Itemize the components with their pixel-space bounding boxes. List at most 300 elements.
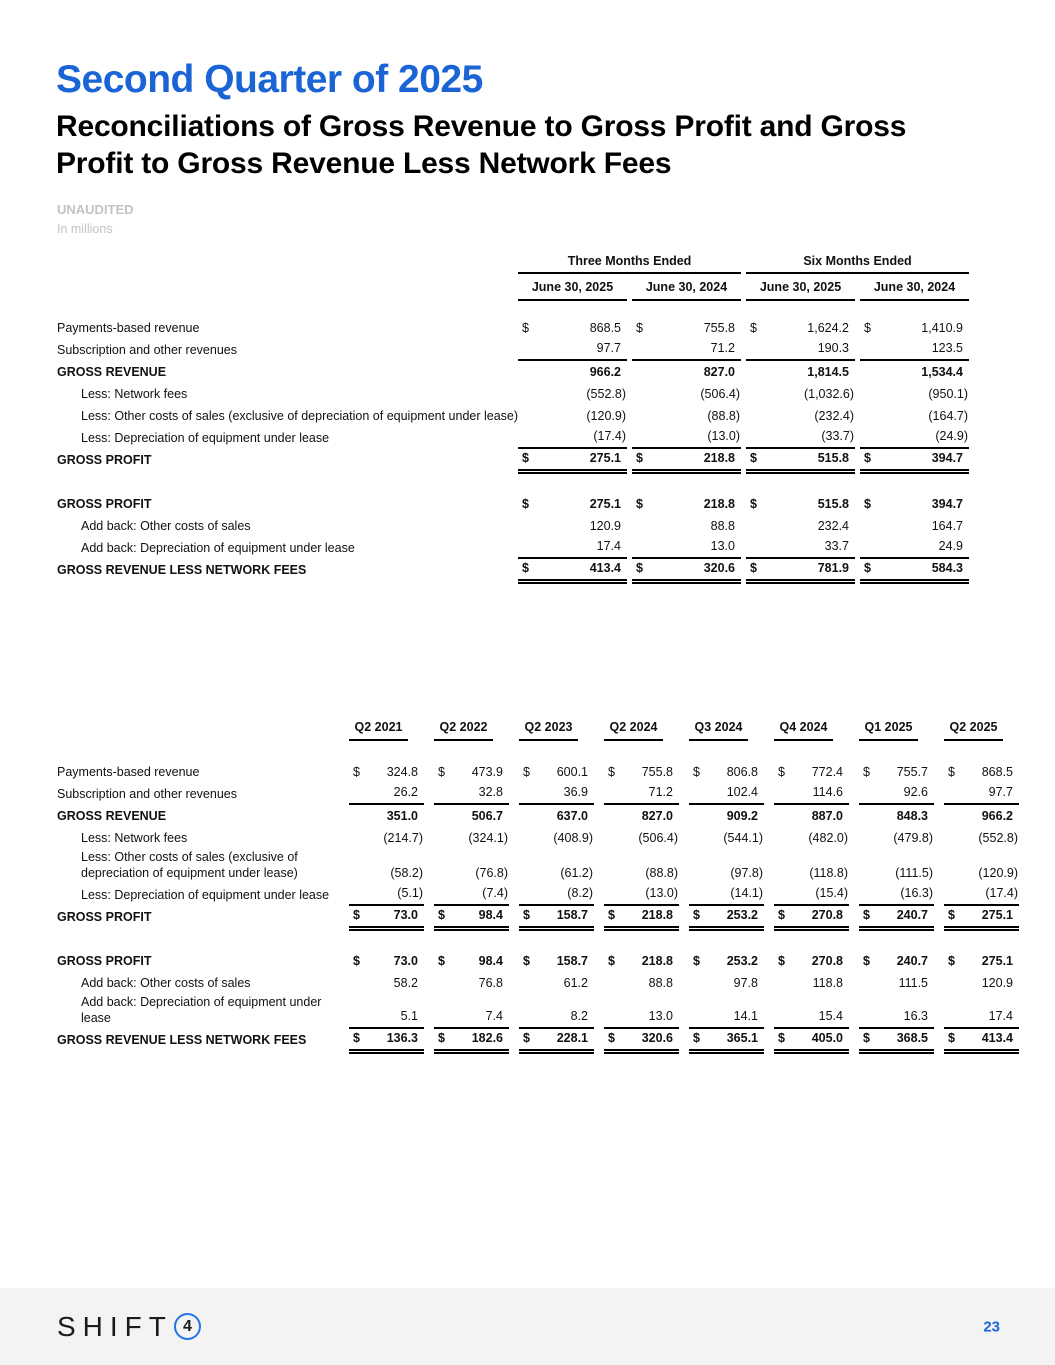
table-row [57,317,1023,339]
dollar-sign: $ [438,765,445,779]
dollar-sign: $ [523,765,530,779]
value-cell [349,950,424,972]
page-number: 23 [983,1318,1000,1335]
cell-value: 102.4 [726,785,758,799]
value-cell [349,972,424,994]
value-cell [859,783,934,805]
value-cell [604,827,679,849]
value-cell [632,449,741,471]
value-cell [860,493,969,515]
value-cell [349,849,424,884]
cell-value: 755.7 [896,765,928,779]
value-cell [349,884,424,906]
cell-value: (5.1) [397,886,423,900]
value-cell [604,972,679,994]
header-spacer [57,719,339,741]
dollar-sign: $ [863,765,870,779]
value-cell [859,994,934,1029]
column-header: Q2 2023 [519,719,578,741]
cell-value: 120.9 [981,976,1013,990]
value-cell [746,383,855,405]
value-cell [746,537,855,559]
dollar-sign: $ [693,765,700,779]
value-cell [604,950,679,972]
value-cell [689,906,764,928]
value-cell [519,950,594,972]
dollar-sign: $ [778,765,785,779]
value-cell [860,405,969,427]
value-cell [944,761,1019,783]
dollar-sign: $ [948,908,955,922]
value-cell [434,1029,509,1051]
cell-value: 405.0 [811,1031,843,1045]
cell-value: (120.9) [586,409,626,423]
dollar-sign: $ [353,1031,360,1045]
comparison-table-date-header-row [57,274,1023,301]
value-cell [604,884,679,906]
row-label: GROSS REVENUE [57,365,167,379]
column-header: Q2 2021 [349,719,408,741]
cell-value: (13.0) [645,886,678,900]
cell-value: 755.8 [703,321,735,335]
value-cell [518,493,627,515]
value-cell [860,427,969,449]
cell-value: (14.1) [730,886,763,900]
cell-value: 868.5 [589,321,621,335]
cell-value: 73.0 [393,954,418,968]
column-header: June 30, 2024 [632,274,741,301]
cell-value: (482.0) [808,831,848,845]
value-cell [519,994,594,1029]
cell-value: 394.7 [931,451,963,465]
row-label: Subscription and other revenues [57,343,237,357]
value-cell [519,805,594,827]
cell-value: 351.0 [386,809,418,823]
value-cell [632,515,741,537]
dollar-sign: $ [522,497,529,511]
cell-value: 15.4 [818,1009,843,1023]
value-cell [860,449,969,471]
value-cell [519,761,594,783]
dollar-sign: $ [778,954,785,968]
value-cell [632,493,741,515]
cell-value: (88.8) [707,409,740,423]
cell-value: 1,410.9 [921,321,963,335]
dollar-sign: $ [636,451,643,465]
cell-value: 97.7 [596,341,621,355]
value-cell [746,449,855,471]
value-cell [632,361,741,383]
value-cell [434,783,509,805]
dollar-sign: $ [636,497,643,511]
value-cell [518,449,627,471]
column-header: Q2 2022 [434,719,493,741]
value-cell [604,805,679,827]
value-cell [632,405,741,427]
dollar-sign: $ [693,1031,700,1045]
cell-value: 24.9 [938,539,963,553]
table-row [57,361,1023,383]
dollar-sign: $ [778,1031,785,1045]
comparison-table-group-header-row [57,253,1023,274]
cell-value: 111.5 [898,976,928,990]
cell-value: 218.8 [641,908,673,922]
cell-value: 97.8 [733,976,758,990]
value-cell [944,950,1019,972]
value-cell [689,761,764,783]
dollar-sign: $ [608,1031,615,1045]
table-row [57,805,1029,827]
value-cell [519,849,594,884]
table-row [57,515,1023,537]
table-row [57,783,1029,805]
value-cell [518,317,627,339]
dollar-sign: $ [438,1031,445,1045]
value-cell [689,972,764,994]
cell-value: (17.4) [593,429,626,443]
row-label: GROSS PROFIT [57,910,152,924]
cell-value: 240.7 [896,908,928,922]
value-cell [944,884,1019,906]
value-cell [632,537,741,559]
value-cell [519,783,594,805]
shift4-logo [57,1311,201,1343]
value-cell [774,827,849,849]
value-cell [632,383,741,405]
table-row [57,849,1029,884]
dollar-sign: $ [522,451,529,465]
dollar-sign: $ [863,908,870,922]
cell-value: (408.9) [553,831,593,845]
cell-value: 755.8 [641,765,673,779]
cell-value: 92.6 [903,785,928,799]
value-cell [604,783,679,805]
value-cell [518,339,627,361]
value-cell [859,1029,934,1051]
cell-value: 413.4 [981,1031,1013,1045]
row-label: Add back: Other costs of sales [81,519,251,533]
cell-value: 58.2 [393,976,418,990]
cell-value: (76.8) [475,866,508,880]
cell-value: (24.9) [935,429,968,443]
cell-value: 33.7 [824,539,849,553]
cell-value: (1,032.6) [803,387,854,401]
brand-badge-circle-icon: 4 [174,1313,201,1340]
value-cell [349,994,424,1029]
column-header: June 30, 2025 [746,274,855,301]
column-header: Q2 2024 [604,719,663,741]
value-cell [774,805,849,827]
column-header: June 30, 2025 [518,274,627,301]
value-cell [944,827,1019,849]
cell-value: 61.2 [563,976,588,990]
dollar-sign: $ [608,908,615,922]
dollar-sign: $ [750,451,757,465]
cell-value: (33.7) [821,429,854,443]
cell-value: (506.4) [638,831,678,845]
value-cell [519,972,594,994]
table-row [57,383,1023,405]
table-row [57,761,1029,783]
value-cell [859,849,934,884]
cell-value: 270.8 [811,954,843,968]
cell-value: 228.1 [556,1031,588,1045]
dollar-sign: $ [608,954,615,968]
cell-value: 88.8 [710,519,735,533]
value-cell [746,339,855,361]
value-cell [518,383,627,405]
table-row [57,906,1029,928]
value-cell [434,884,509,906]
cell-value: 827.0 [641,809,673,823]
value-cell [349,827,424,849]
cell-value: (88.8) [645,866,678,880]
row-label: Add back: Other costs of sales [81,976,251,990]
value-cell [860,559,969,581]
cell-value: 98.4 [478,908,503,922]
row-label: Add back: Depreciation of equipment under lease [81,995,322,1025]
cell-value: 13.0 [648,1009,673,1023]
value-cell [774,761,849,783]
value-cell [859,805,934,827]
value-cell [859,950,934,972]
cell-value: (13.0) [707,429,740,443]
row-label: Less: Other costs of sales (exclusive of depreciation of equipment under lease) [81,850,298,880]
cell-value: 270.8 [811,908,843,922]
column-header: Q2 2025 [944,719,1003,741]
row-label: Less: Network fees [81,831,188,845]
cell-value: 320.6 [641,1031,673,1045]
dollar-sign: $ [864,497,871,511]
value-cell [434,950,509,972]
value-cell [746,493,855,515]
cell-value: 76.8 [478,976,503,990]
cell-value: (58.2) [390,866,423,880]
cell-value: 275.1 [589,451,621,465]
value-cell [860,383,969,405]
cell-value: 515.8 [817,451,849,465]
row-label: Less: Network fees [81,387,188,401]
cell-value: 1,814.5 [807,365,849,379]
value-cell [604,849,679,884]
cell-value: 8.2 [570,1009,588,1023]
cell-value: 966.2 [589,365,621,379]
dollar-sign: $ [750,561,757,575]
comparison-table-body [57,317,1023,581]
value-cell [632,427,741,449]
dollar-sign: $ [522,561,529,575]
cell-value: 13.0 [710,539,735,553]
cell-value: 114.6 [812,785,843,799]
cell-value: 320.6 [703,561,735,575]
value-cell [774,906,849,928]
value-cell [689,994,764,1029]
cell-value: 158.7 [556,908,588,922]
value-cell [944,805,1019,827]
value-cell [859,761,934,783]
dollar-sign: $ [863,954,870,968]
cell-value: 218.8 [703,497,735,511]
dollar-sign: $ [523,908,530,922]
cell-value: 7.4 [485,1009,503,1023]
cell-value: 600.1 [556,765,588,779]
table-row [57,339,1023,361]
row-label: Subscription and other revenues [57,787,237,801]
value-cell [860,515,969,537]
column-header: Q4 2024 [774,719,833,741]
header-spacer [57,253,513,274]
value-cell [944,972,1019,994]
cell-value: 16.3 [903,1009,928,1023]
value-cell [860,339,969,361]
page-subtitle: Reconciliations of Gross Revenue to Gross Profit and Gross Profit to Gross Revenue Less Network Fees [56,110,907,180]
table-row [57,972,1029,994]
cell-value: 136.3 [386,1031,418,1045]
cell-value: 887.0 [811,809,843,823]
cell-value: 240.7 [896,954,928,968]
cell-value: (164.7) [928,409,968,423]
value-cell [632,339,741,361]
table-row [57,537,1023,559]
cell-value: (552.8) [586,387,626,401]
value-cell [689,827,764,849]
cell-value: 275.1 [589,497,621,511]
cell-value: 123.5 [931,341,963,355]
cell-value: 182.6 [471,1031,503,1045]
cell-value: (120.9) [978,866,1018,880]
value-cell [944,1029,1019,1051]
dollar-sign: $ [863,1031,870,1045]
table-row [57,405,1023,427]
quarterly-table-header-row [57,719,1029,741]
cell-value: 253.2 [726,954,758,968]
cell-value: 88.8 [648,976,673,990]
row-label: Less: Depreciation of equipment under lease [81,431,330,445]
value-cell [518,537,627,559]
cell-value: (97.8) [730,866,763,880]
dollar-sign: $ [636,321,643,335]
value-cell [746,405,855,427]
cell-value: 98.4 [478,954,503,968]
value-cell [434,805,509,827]
page-title: Second Quarter of 2025 [56,58,483,101]
cell-value: (552.8) [978,831,1018,845]
cell-value: 36.9 [563,785,588,799]
row-label: GROSS REVENUE LESS NETWORK FEES [57,563,307,577]
cell-value: 1,534.4 [921,365,963,379]
dollar-sign: $ [693,908,700,922]
table-row [57,994,1029,1029]
value-cell [689,849,764,884]
value-cell [746,427,855,449]
value-cell [746,361,855,383]
cell-value: 164.7 [931,519,963,533]
cell-value: (118.8) [809,866,848,880]
cell-value: 97.7 [988,785,1013,799]
cell-value: 275.1 [981,954,1013,968]
value-cell [944,994,1019,1029]
value-cell [519,827,594,849]
value-cell [434,849,509,884]
dollar-sign: $ [523,954,530,968]
cell-value: (324.1) [468,831,508,845]
value-cell [434,906,509,928]
quarterly-table-body [57,761,1029,1051]
value-cell [434,827,509,849]
column-header: Q1 2025 [859,719,918,741]
cell-value: (479.8) [893,831,933,845]
value-cell [860,361,969,383]
cell-value: 32.8 [478,785,503,799]
value-cell [859,827,934,849]
cell-value: 73.0 [393,908,418,922]
cell-value: 1,624.2 [807,321,849,335]
spacer-row [57,928,1029,950]
dollar-sign: $ [864,561,871,575]
dollar-sign: $ [523,1031,530,1045]
dollar-sign: $ [693,954,700,968]
value-cell [519,1029,594,1051]
row-label: GROSS PROFIT [57,453,152,467]
cell-value: 394.7 [931,497,963,511]
cell-value: 506.7 [471,809,503,823]
row-label: GROSS REVENUE LESS NETWORK FEES [57,1033,307,1047]
row-label: Less: Depreciation of equipment under lease [81,888,330,902]
column-group-header: Six Months Ended [746,253,969,274]
value-cell [518,405,627,427]
value-cell [689,950,764,972]
cell-value: 14.1 [733,1009,758,1023]
cell-value: 473.9 [471,765,503,779]
page-footer [0,1288,1055,1365]
cell-value: (950.1) [928,387,968,401]
value-cell [746,559,855,581]
column-header: Q3 2024 [689,719,748,741]
value-cell [774,1029,849,1051]
cell-value: 966.2 [981,809,1013,823]
value-cell [944,906,1019,928]
value-cell [632,559,741,581]
row-label: GROSS PROFIT [57,954,152,968]
cell-value: 584.3 [931,561,963,575]
dollar-sign: $ [778,908,785,922]
table-row [57,427,1023,449]
table-row [57,559,1023,581]
cell-value: 26.2 [393,785,418,799]
table-row [57,493,1023,515]
cell-value: 827.0 [703,365,735,379]
cell-value: 218.8 [641,954,673,968]
value-cell [604,1029,679,1051]
value-cell [944,783,1019,805]
value-cell [518,361,627,383]
value-cell [774,783,849,805]
value-cell [774,972,849,994]
row-label: Payments-based revenue [57,321,200,335]
value-cell [689,805,764,827]
row-label: GROSS PROFIT [57,497,152,511]
quarterly-table [57,719,1029,1051]
table-row [57,950,1029,972]
value-cell [860,537,969,559]
value-cell [519,906,594,928]
value-cell [774,884,849,906]
cell-value: 158.7 [556,954,588,968]
spacer-row [57,471,1023,493]
dollar-sign: $ [353,908,360,922]
value-cell [944,849,1019,884]
cell-value: 17.4 [596,539,621,553]
